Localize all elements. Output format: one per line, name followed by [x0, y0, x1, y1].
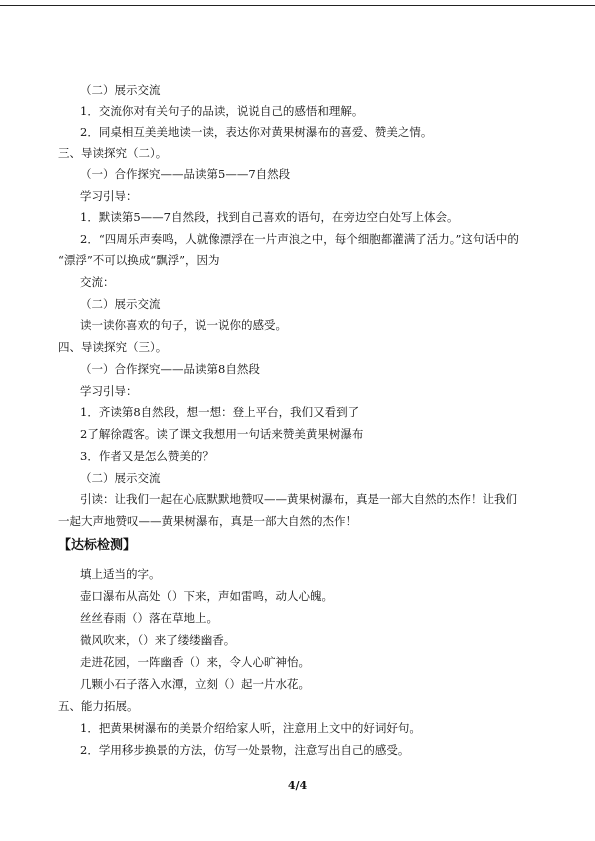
text-line: 3．作者又是怎么赞美的？ — [80, 449, 214, 463]
page-number: 4/4 — [287, 779, 308, 792]
section-heading: 五、能力拓展。 — [58, 699, 139, 713]
top-rule — [0, 5, 595, 6]
text-line: 填上适当的字。 — [80, 567, 161, 581]
text-line: 走进花园，一阵幽香（）来，令人心旷神怡。 — [80, 655, 310, 669]
text-line: 2．“四周乐声奏鸣，人就像漂浮在一片声浪之中，每个细胞都灌满了活力。”这句话中的 — [80, 232, 519, 246]
text-line: 学习引导： — [80, 384, 138, 398]
text-line: 几颗小石子落入水潭，立刻（）起一片水花。 — [80, 677, 310, 691]
section-heading: 四、导读探究（三）。 — [58, 340, 168, 354]
text-line: （二）展示交流 — [80, 297, 161, 311]
text-line: 1．齐读第8自然段，想一想：登上平台，我们又看到了 — [80, 405, 360, 419]
text-line: 一起大声地赞叹——黄果树瀑布，真是一部大自然的杰作！ — [58, 514, 357, 528]
text-line: 交流： — [80, 275, 115, 289]
text-line: 1．交流你对有关句子的品读，说说自己的感悟和理解。 — [80, 104, 364, 118]
text-line: 2．学用移步换景的方法，仿写一处景物，注意写出自己的感受。 — [80, 743, 410, 757]
text-line: 1．把黄果树瀑布的美景介绍给家人听，注意用上文中的好词好句。 — [80, 721, 421, 735]
assessment-heading: 【达标检测】 — [58, 538, 137, 553]
text-line: 微风吹来，（）来了缕缕幽香。 — [80, 633, 236, 647]
text-line: 2了解徐霞客。读了课文我想用一句话来赞美黄果树瀑布 — [80, 427, 364, 441]
text-line: （一）合作探究——品读第5——7自然段 — [80, 167, 291, 181]
text-line: （一）合作探究——品读第8自然段 — [80, 362, 260, 376]
text-line: 学习引导： — [80, 189, 138, 203]
text-line: 壶口瀑布从高处（）下来，声如雷鸣，动人心魄。 — [80, 589, 333, 603]
text-line: 1．默读第5——7自然段，找到自己喜欢的语句，在旁边空白处写上体会。 — [80, 210, 459, 224]
text-line: （二）展示交流 — [80, 471, 161, 485]
text-line: 丝丝春雨（）落在草地上。 — [80, 611, 218, 625]
text-line: （二）展示交流 — [80, 83, 161, 97]
text-line: 读一读你喜欢的句子，说一说你的感受。 — [80, 318, 287, 332]
section-heading: 三、导读探究（二）。 — [58, 146, 168, 160]
text-line: 2．同桌相互美美地读一读，表达你对黄果树瀑布的喜爱、赞美之情。 — [80, 125, 433, 139]
text-line: “漂浮”不可以换成“飘浮”，因为 — [58, 253, 220, 267]
text-line: 引读：让我们一起在心底默默地赞叹——黄果树瀑布，真是一部大自然的杰作！让我们 — [80, 492, 517, 506]
